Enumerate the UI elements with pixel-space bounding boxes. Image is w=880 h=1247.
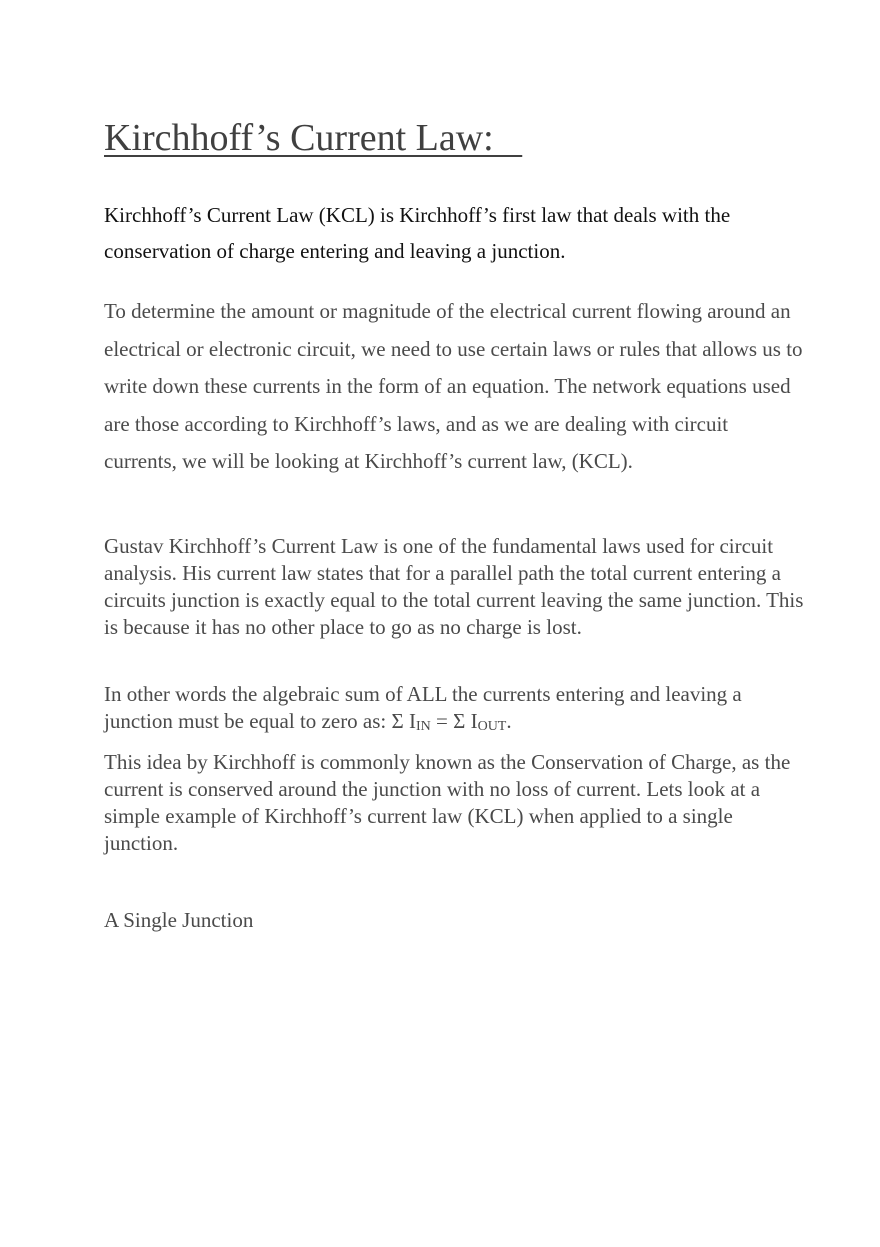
paragraph-conservation-of-charge: This idea by Kirchhoff is commonly known as the Conservation of Charge, as the current is conserved around the junction with no loss of current. Lets look at a simple example of Kirchhoff’s current law (KCL) when applied to a single junction. <box>104 750 791 855</box>
subscript-out: OUT <box>477 719 507 734</box>
algebraic-sum-middle-text: = Σ I <box>430 709 478 733</box>
algebraic-sum-lead-text: In other words the algebraic sum of ALL the currents entering and leaving a junction must be equal to zero as: Σ I <box>104 682 742 733</box>
intro-paragraph: Kirchhoff’s Current Law (KCL) is Kirchhoff’s first law that deals with the conservation of charge entering and leaving a junction. <box>104 203 731 263</box>
paragraph-gustav-kirchhoff: Gustav Kirchhoff’s Current Law is one of the fundamental laws used for circuit analysis. His current law states that for a parallel path the total current entering a circuits junction is exactly equal to the total current leaving the same junction. This is because it has no other place to go as no charge is lost. <box>104 534 804 639</box>
subscript-in: IN <box>415 719 431 734</box>
paragraph-algebraic-sum <box>104 681 804 735</box>
document-title: Kirchhoff’s Current Law: <box>104 117 523 159</box>
algebraic-sum-end-text: . <box>506 709 512 733</box>
paragraph-determine-current: To determine the amount or magnitude of the electrical current flowing around an electrical or electronic circuit, we need to use certain laws or rules that allows us to write down these currents in the form of an equation. The network equations used are those according to Kirchhoff’s laws, and as we are dealing with circuit currents, we will be looking at Kirchhoff’s current law, (KCL). <box>104 299 803 474</box>
section-heading-single-junction: A Single Junction <box>104 908 254 932</box>
